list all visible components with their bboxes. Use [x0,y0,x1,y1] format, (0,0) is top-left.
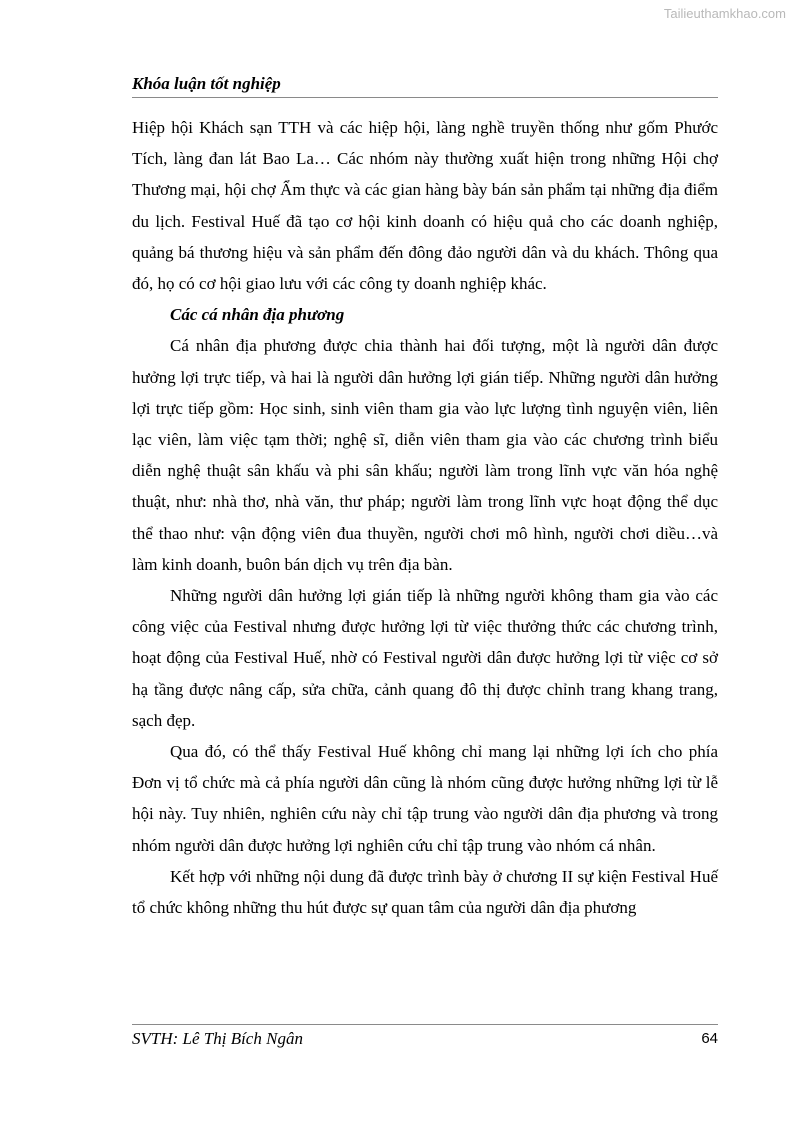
paragraph-5: Kết hợp với những nội dung đã được trình bày ở chương II sự kiện Festival Huế tổ chức không những thu hút được sự quan tâm của người dân địa phương [132,866,718,918]
section-subheading: Các cá nhân địa phương [170,305,345,325]
paragraph-2: Cá nhân địa phương được chia thành hai đối tượng, một là người dân được hưởng lợi trực tiếp, và hai là người dân hưởng lợi gián tiếp. Những người dân hưởng lợi trực tiếp gồm: Học sinh, sinh viên tham gia vào lực lượng tình nguyện viên, liên lạc viên, làm việc tạm thời; nghệ sĩ, diễn viên tham gia vào các chương trình biểu diễn nghệ thuật sân khấu và phi sân khấu; người làm trong lĩnh vực văn hóa nghệ thuật, như: nhà thơ, nhà văn, thư pháp; người làm trong lĩnh vực hoạt động thể dục thể thao như: vận động viên đua thuyền, người chơi mô hình, người chơi diều…và làm kinh doanh, buôn bán dịch vụ trên địa bàn. [132,336,718,574]
page-header-title: Khóa luận tốt nghiệp [132,74,281,93]
page-number: 64 [701,1030,718,1047]
footer-divider [132,1024,718,1025]
paragraph-4: Qua đó, có thể thấy Festival Huế không chỉ mang lại những lợi ích cho phía Đơn vị tổ chức mà cả phía người dân cũng là nhóm cũng được hưởng những lợi từ lễ hội này. Tuy nhiên, nghiên cứu này chỉ tập trung vào người dân địa phương và trong nhóm người dân được hưởng lợi nghiên cứu chỉ tập trung vào nhóm cá nhân. [132,742,718,855]
paragraph-1: Hiệp hội Khách sạn TTH và các hiệp hội, làng nghề truyền thống như gốm Phước Tích, làng đan lát Bao La… Các nhóm này thường xuất hiện trong những Hội chợ Thương mại, hội chợ Ẩm thực và các gian hàng bày bán sản phẩm tại những địa điểm du lịch. Festival Huế đã tạo cơ hội kinh doanh có hiệu quả cho các doanh nghiệp, quảng bá thương hiệu và sản phẩm đến đông đảo người dân và du khách. Thông qua đó, họ có cơ hội giao lưu với các công ty doanh nghiệp khác. [132,118,718,294]
paragraph-3: Những người dân hưởng lợi gián tiếp là những người không tham gia vào các công việc của Festival nhưng được hưởng lợi từ việc thưởng thức các chương trình, hoạt động của Festival Huế, nhờ có Festival người dân được hưởng lợi từ việc cơ sở hạ tầng được nâng cấp, sửa chữa, cảnh quang đô thị được chỉnh trang khang trang, sạch đẹp. [132,586,718,730]
document-body [132,112,718,923]
header-divider [132,97,718,98]
footer-author: SVTH: Lê Thị Bích Ngân [132,1029,303,1048]
watermark: Tailieuthamkhao.com [663,6,786,21]
